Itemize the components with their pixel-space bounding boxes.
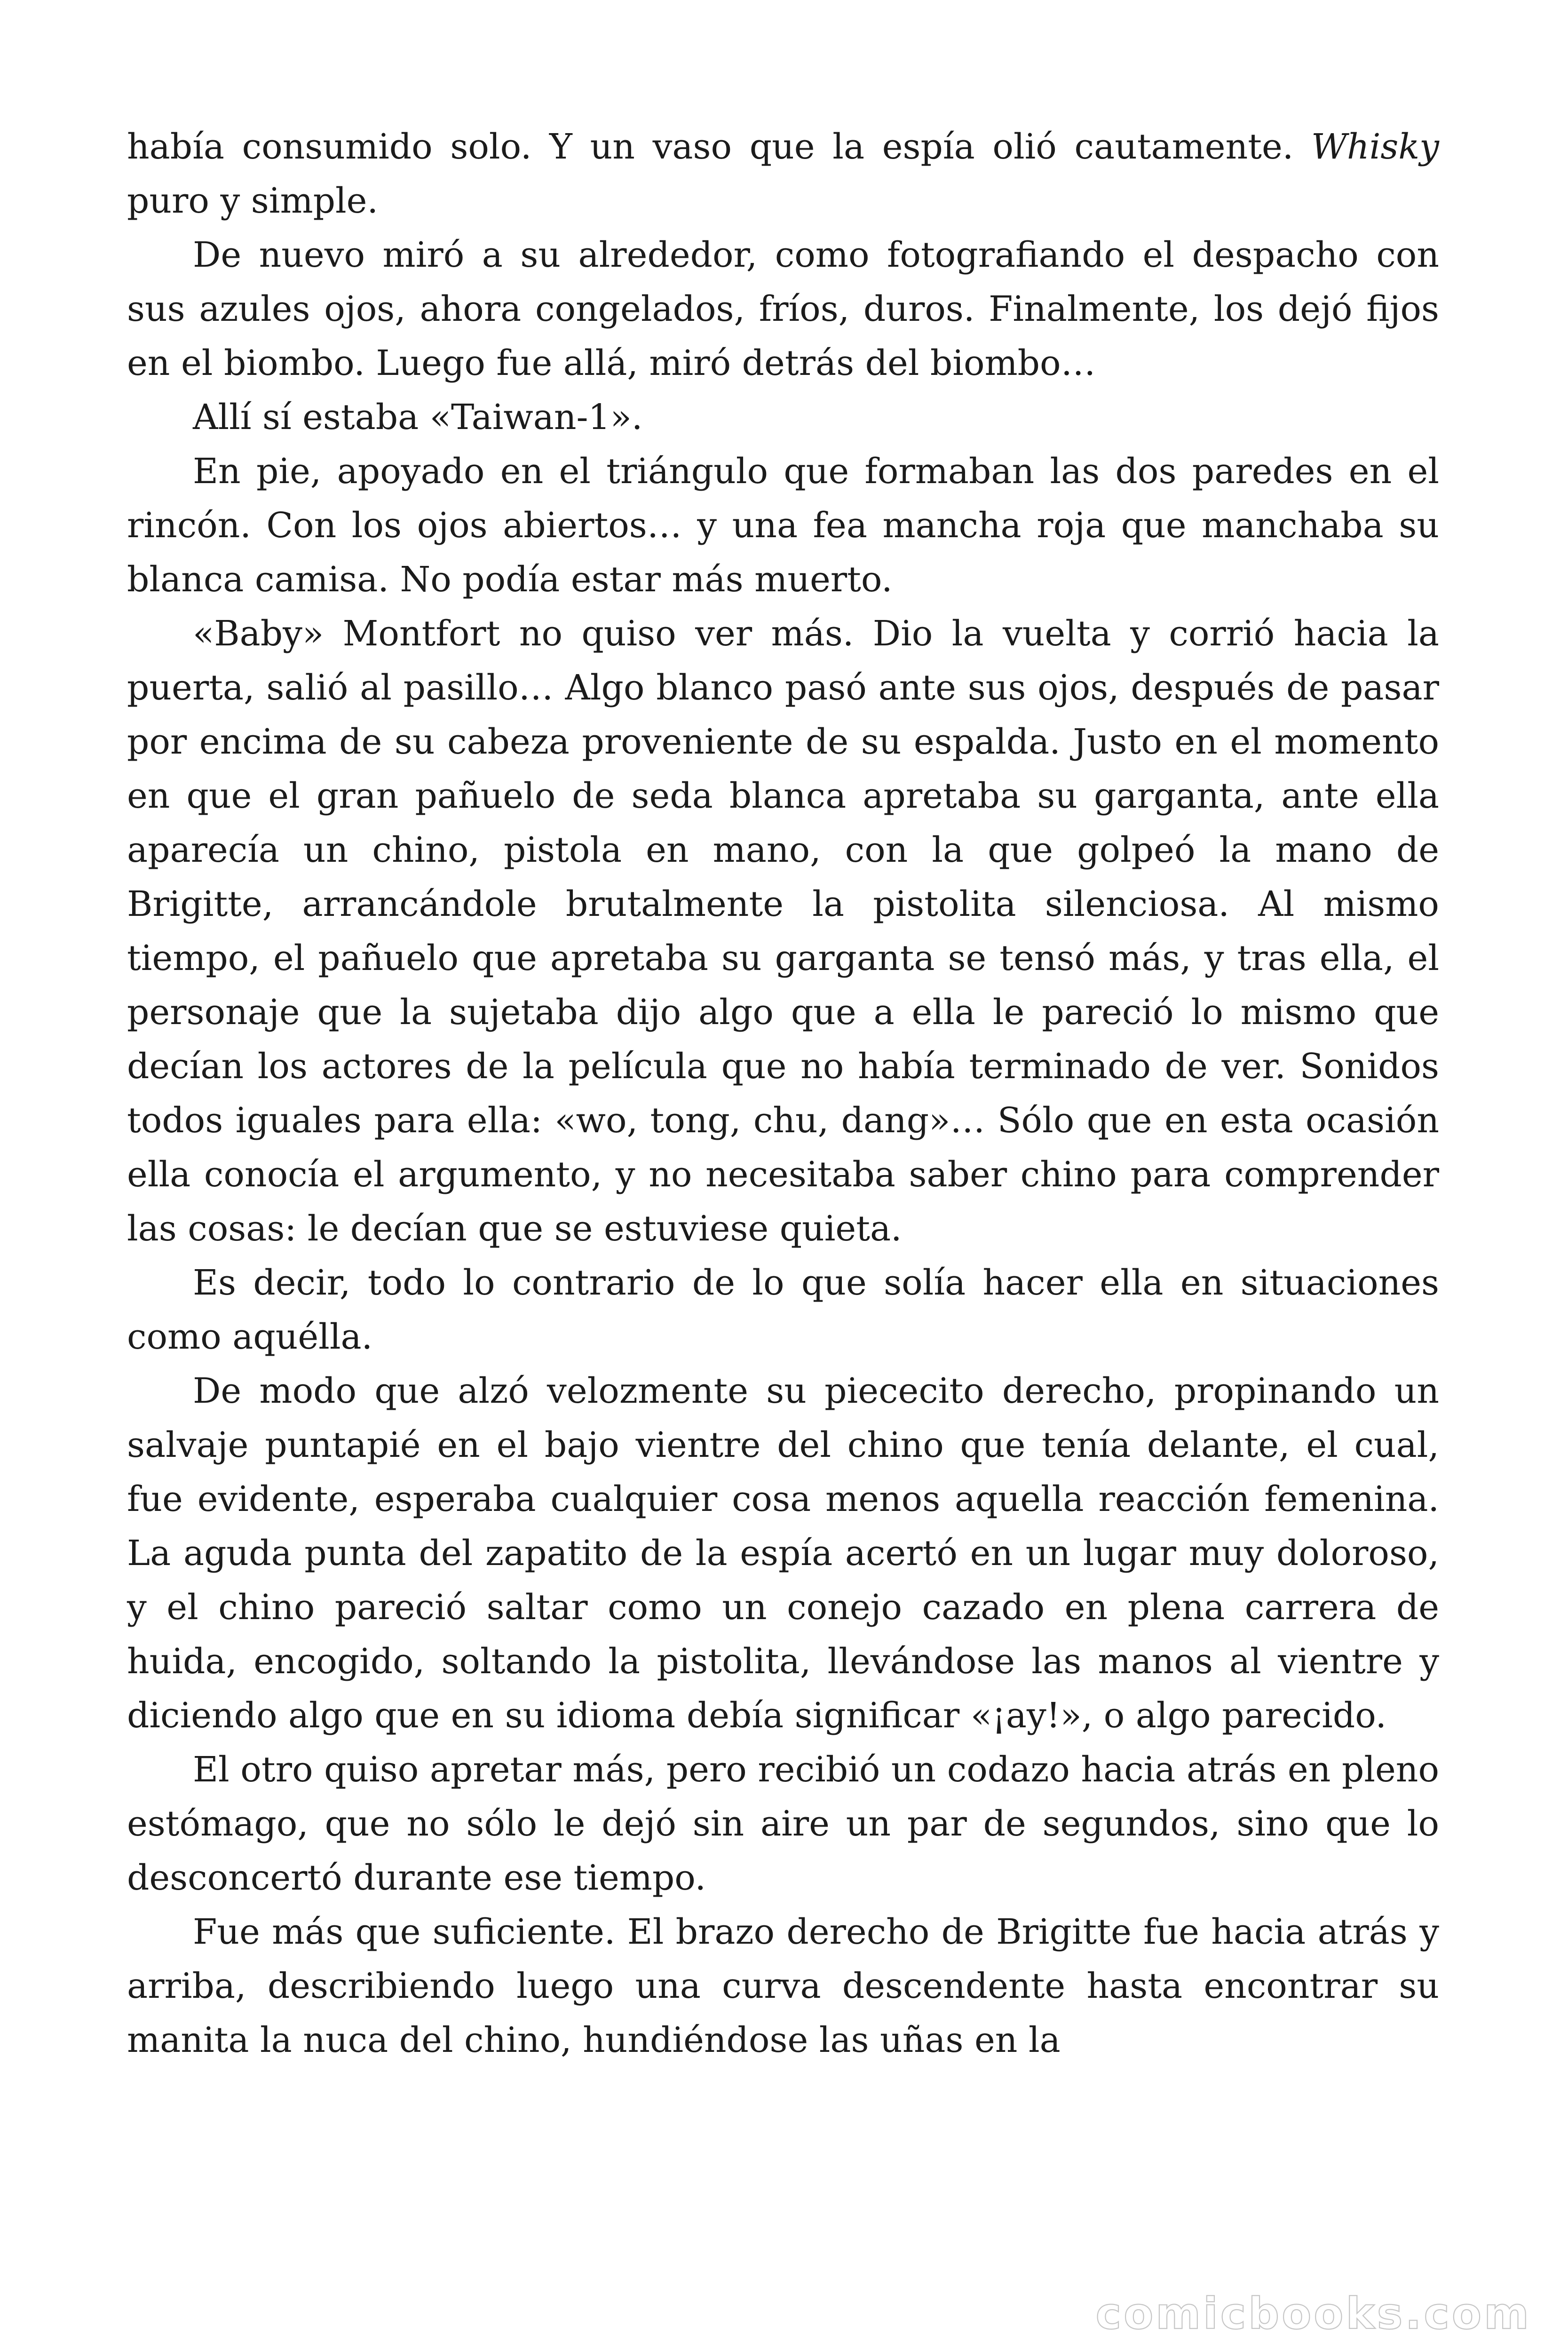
paragraph-8: El otro quiso apretar más, pero recibió un codazo hacia atrás en pleno estómago, que no sólo le dejó sin aire un par de segundos, sino que lo desconcertó durante ese tiempo. (127, 1749, 1439, 1898)
paragraph-4: En pie, apoyado en el triángulo que formaban las dos paredes en el rincón. Con los ojos abiertos… y una fea mancha roja que manchaba su blanca camisa. No podía estar más muerto. (127, 451, 1439, 600)
paragraph-5: «Baby» Montfort no quiso ver más. Dio la vuelta y corrió hacia la puerta, salió al pasillo… Algo blanco pasó ante sus ojos, después de pasar por encima de su cabeza proveniente de su espalda. Justo en el momento en que el gran pañuelo de seda blanca apretaba su garganta, ante ella aparecía un chino, pistola en mano, con la que golpeó la mano de Brigitte, arrancándole brutalmente la pistolita silenciosa. Al mismo tiempo, el pañuelo que apretaba su garganta se tensó más, y tras ella, el personaje que la sujetaba dijo algo que a ella le pareció lo mismo que decían los actores de la película que no había terminado de ver. Sonidos todos iguales para ella: «wo, tong, chu, dang»… Sólo que en esta ocasión ella conocía el argumento, y no necesitaba saber chino para comprender las cosas: le decían que se estuviese quieta. (127, 613, 1439, 1249)
paragraph-7: De modo que alzó velozmente su piececito derecho, propinando un salvaje puntapié en el bajo vientre del chino que tenía delante, el cual, fue evidente, esperaba cualquier cosa menos aquella reacción femenina. La aguda punta del zapatito de la espía acertó en un lugar muy doloroso, y el chino pareció saltar como un conejo cazado en plena carrera de huida, encogido, soltando la pistolita, llevándose las manos al vientre y diciendo algo que en su idioma debía significar «¡ay!», o algo parecido. (127, 1371, 1439, 1736)
paragraph-1-lead: había consumido solo. Y un vaso que la espía olió cautamente. (127, 127, 1311, 167)
page-body (127, 120, 1439, 2067)
paragraph-3: Allí sí estaba «Taiwan-1». (193, 397, 643, 437)
paragraph-6: Es decir, todo lo contrario de lo que solía hacer ella en situaciones como aquélla. (127, 1263, 1439, 1357)
paragraph-1-tail: puro y simple. (127, 181, 378, 221)
paragraph-1-emphasis: Whisky (1311, 127, 1439, 167)
watermark: comicbooks.com (1095, 2288, 1531, 2339)
paragraph-9: Fue más que suficiente. El brazo derecho de Brigitte fue hacia atrás y arriba, describiendo luego una curva descendente hasta encontrar su manita la nuca del chino, hundiéndose las uñas en la (127, 1912, 1439, 2060)
paragraph-2: De nuevo miró a su alrededor, como fotografiando el despacho con sus azules ojos, ahora congelados, fríos, duros. Finalmente, los dejó fijos en el biombo. Luego fue allá, miró detrás del biombo… (127, 235, 1439, 383)
paragraph-1 (127, 120, 1439, 228)
